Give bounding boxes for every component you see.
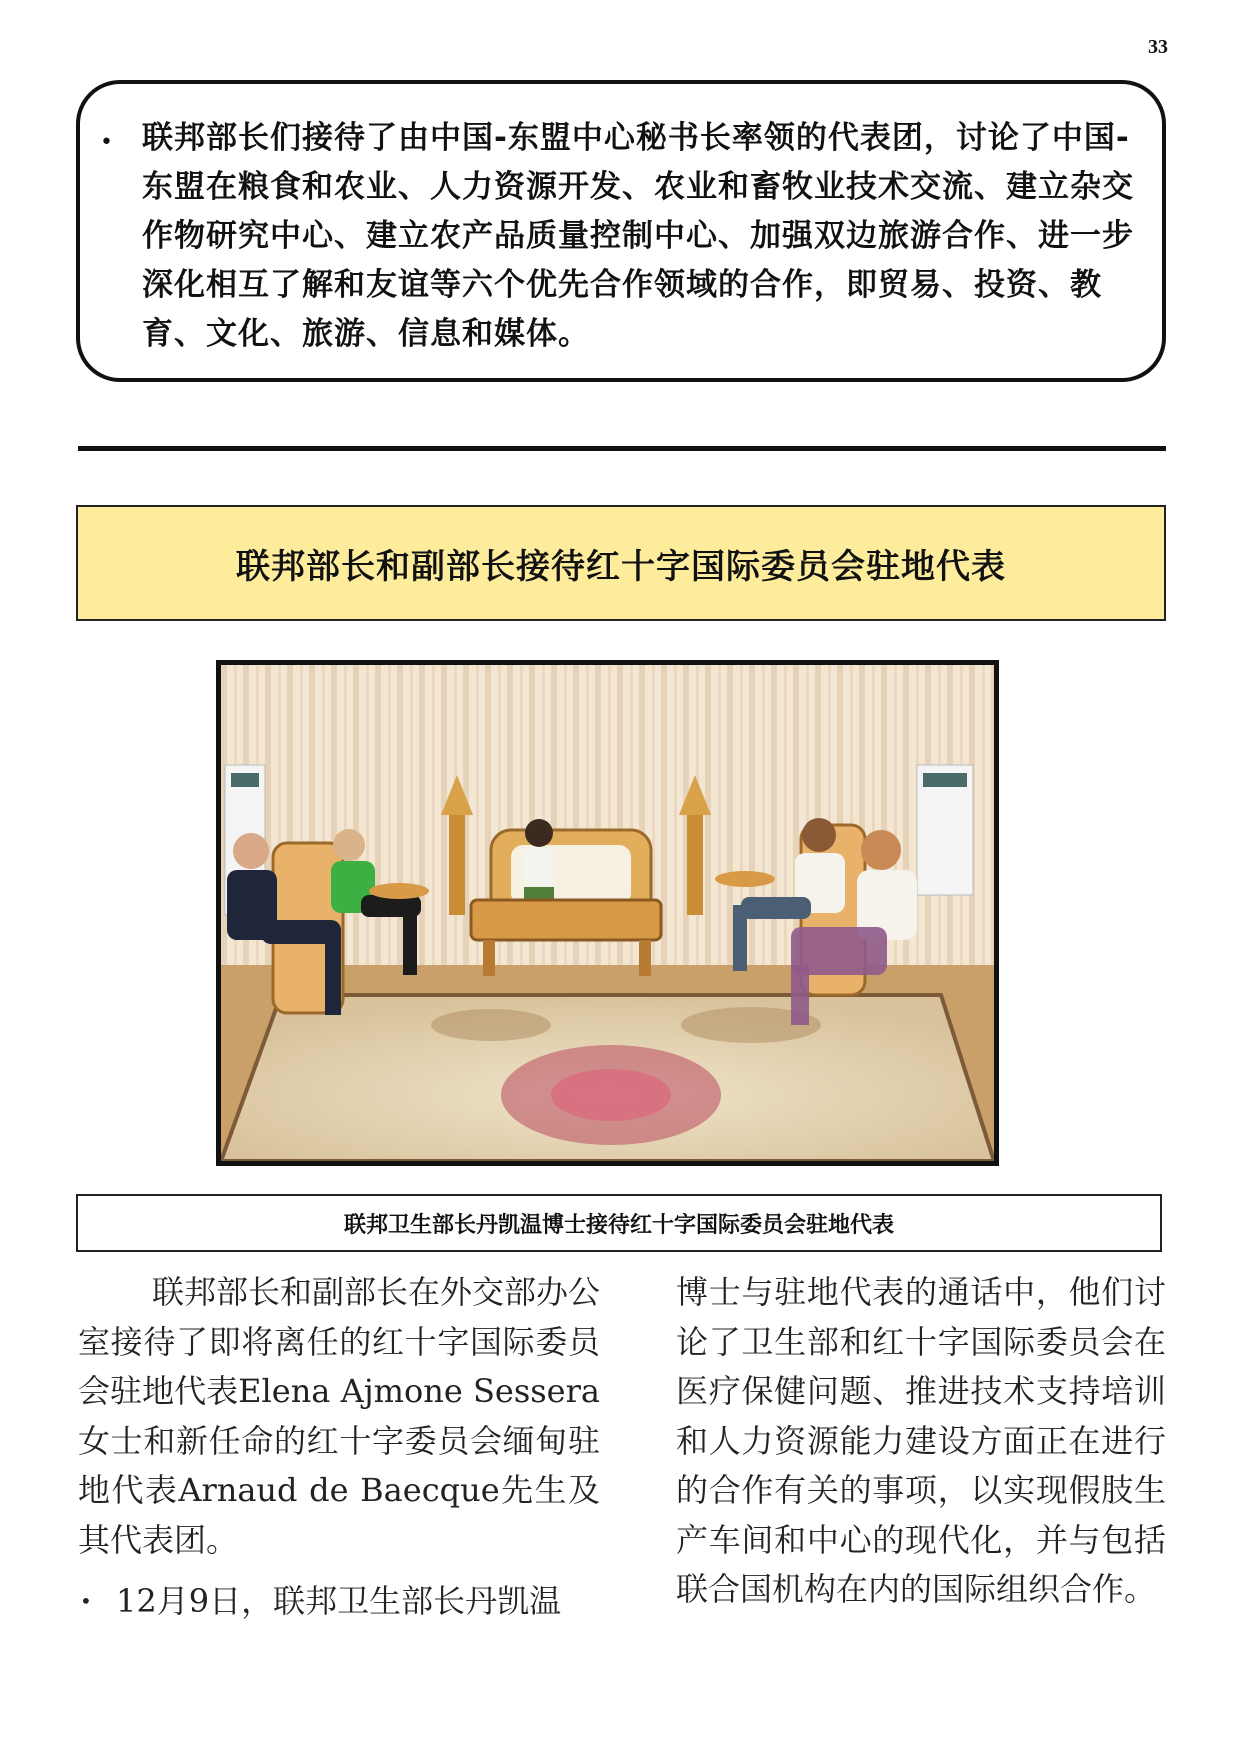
article-paragraph-2: 博士与驻地代表的通话中，他们讨论了卫生部和红十字国际委员会在医疗保健问题、推进技术支持培训和人力资源能力建设方面正在进行的合作有关的事项，以实现假肢生产车间和中心的现代化，并与包括联合国机构在内的国际组织合作。 [676, 1273, 1166, 1608]
article-column-left [78, 1268, 600, 1627]
bullet-text: 12月9日，联邦卫生部长丹凯温 [116, 1582, 562, 1620]
article-headline: 联邦部长和副部长接待红十字国际委员会驻地代表 [236, 546, 1006, 587]
host-official-2 [861, 830, 901, 870]
bullet-item [78, 1577, 600, 1627]
article-paragraph-1: 联邦部长和副部长在外交部办公室接待了即将离任的红十字国际委员会驻地代表Elena Ajmone Sessera女士和新任命的红十字委员会缅甸驻地代表Arnaud de Baecque先生及其代表团。 [78, 1273, 601, 1559]
photo-caption: 联邦卫生部长丹凯温博士接待红十字国际委员会驻地代表 [343, 1212, 894, 1238]
meeting-photo [216, 660, 999, 1166]
page-number: 33 [1148, 36, 1168, 58]
bullet-icon: • [100, 130, 113, 155]
side-table-right [715, 871, 775, 887]
section-divider [78, 446, 1166, 451]
side-table-left [369, 883, 429, 899]
highlight-paragraph: 联邦部长们接待了由中国-东盟中心秘书长率领的代表团，讨论了中国-东盟在粮食和农业、人力资源开发、农业和畜牧业技术交流、建立杂交作物研究中心、建立农产品质量控制中心、加强双边旅游合作、进一步深化相互了解和友谊等六个优先合作领域的合作，即贸易、投资、教育、文化、旅游、信息和媒体。 [142, 120, 1134, 352]
guest-man [233, 833, 269, 869]
highlight-box [76, 80, 1166, 382]
article-column-right [676, 1268, 1166, 1615]
headline-banner [76, 505, 1166, 621]
photo-caption-box [76, 1194, 1162, 1252]
coffee-table [471, 900, 661, 940]
bullet-icon: • [80, 1589, 92, 1613]
guest-woman [333, 829, 365, 861]
host-official-1 [802, 818, 836, 852]
